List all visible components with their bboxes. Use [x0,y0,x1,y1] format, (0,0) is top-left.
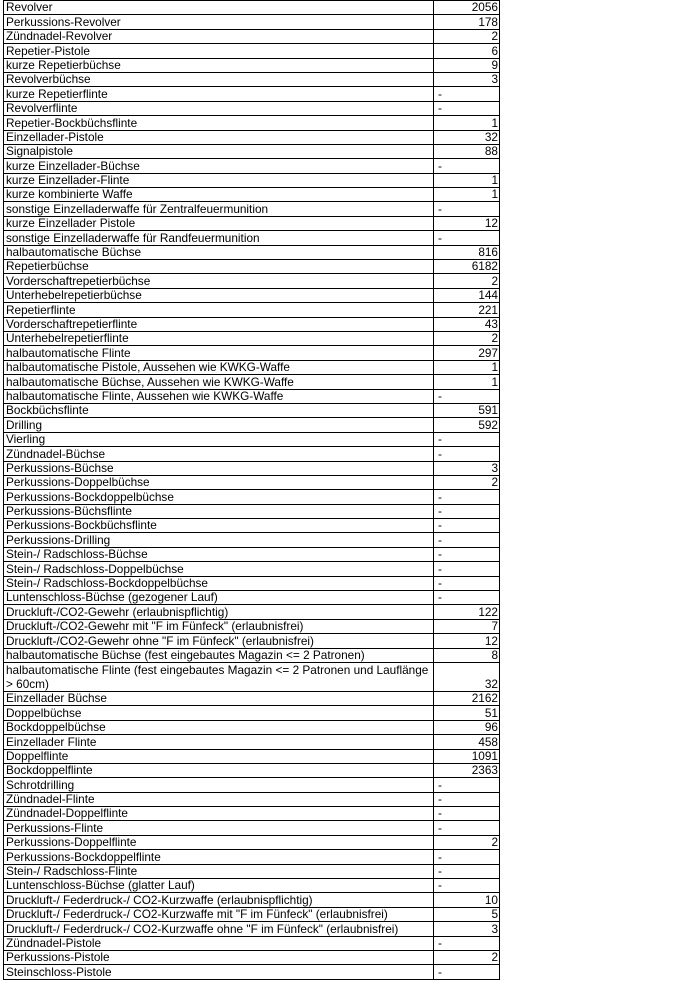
table-row [4,763,500,777]
weapon-type-cell: halbautomatische Flinte [4,346,434,360]
count-cell: - [434,533,500,547]
table-row [4,188,500,202]
weapon-type-cell: Perkussions-Büchse [4,461,434,475]
weapon-type-cell: kurze Repetierflinte [4,87,434,101]
count-cell: 9 [434,58,500,72]
weapon-type-cell: Bockdoppelflinte [4,763,434,777]
count-cell: - [434,576,500,590]
count-cell: 3 [434,922,500,936]
weapon-type-cell: Doppelflinte [4,749,434,763]
table-row [4,735,500,749]
table-row [4,130,500,144]
table-row [4,533,500,547]
weapon-type-cell: Zündnadel-Büchse [4,447,434,461]
weapon-type-cell: Einzellader Flinte [4,735,434,749]
table-row [4,778,500,792]
count-cell: 7 [434,619,500,633]
weapon-type-cell: sonstige Einzelladerwaffe für Zentralfeuermunition [4,202,434,216]
weapon-type-cell: Repetierflinte [4,303,434,317]
table-row [4,144,500,158]
weapon-type-cell: Unterhebelrepetierflinte [4,331,434,345]
count-cell: 1 [434,173,500,187]
weapon-type-cell: Vierling [4,432,434,446]
table-row [4,951,500,965]
count-cell: - [434,821,500,835]
weapon-type-cell: Zündnadel-Pistole [4,936,434,950]
table-row [4,547,500,561]
weapon-type-cell: halbautomatische Flinte, Aussehen wie KWKG-Waffe [4,389,434,403]
table-row [4,634,500,648]
weapon-type-cell: Perkussions-Revolver [4,15,434,29]
count-cell: 51 [434,706,500,720]
table-row [4,922,500,936]
table-row [4,116,500,130]
table-row [4,662,500,691]
table-row [4,936,500,950]
table-row [4,418,500,432]
count-cell: 1 [434,375,500,389]
weapon-type-cell: Druckluft-/CO2-Gewehr (erlaubnispflichtig) [4,605,434,619]
table-row [4,807,500,821]
table-row [4,605,500,619]
table-row [4,490,500,504]
count-cell: - [434,864,500,878]
table-row [4,619,500,633]
table-row [4,461,500,475]
weapon-type-cell: Einzellader Büchse [4,691,434,705]
count-cell: - [434,562,500,576]
count-cell: 6182 [434,260,500,274]
count-cell: 2162 [434,691,500,705]
weapon-type-cell: kurze Repetierbüchse [4,58,434,72]
table-row [4,72,500,86]
weapon-type-cell: Perkussions-Bockdoppelflinte [4,850,434,864]
count-cell: - [434,965,500,979]
table-row [4,58,500,72]
count-cell: 2 [434,29,500,43]
count-cell: 178 [434,15,500,29]
count-cell: - [434,519,500,533]
count-cell: 5 [434,907,500,921]
weapon-type-cell: Perkussions-Pistole [4,951,434,965]
count-cell: 2 [434,951,500,965]
weapon-type-cell: halbautomatische Büchse (fest eingebautes Magazin <= 2 Patronen) [4,648,434,662]
weapon-type-cell: Einzellader-Pistole [4,130,434,144]
weapon-type-cell: Luntenschloss-Büchse (gezogener Lauf) [4,591,434,605]
table-row [4,303,500,317]
weapon-type-cell: Luntenschloss-Büchse (glatter Lauf) [4,879,434,893]
table-row [4,87,500,101]
weapon-type-cell: Stein-/ Radschloss-Doppelbüchse [4,562,434,576]
table-row [4,245,500,259]
count-cell: 12 [434,634,500,648]
weapon-type-cell: Stein-/ Radschloss-Bockdoppelbüchse [4,576,434,590]
count-cell: 2363 [434,763,500,777]
weapon-type-cell: Revolverbüchse [4,72,434,86]
count-cell: - [434,850,500,864]
table-row [4,706,500,720]
weapon-type-cell: Drilling [4,418,434,432]
table-row [4,835,500,849]
weapon-type-cell: Zündnadel-Flinte [4,792,434,806]
weapon-type-cell: Stein-/ Radschloss-Büchse [4,547,434,561]
weapon-type-cell: Druckluft-/CO2-Gewehr ohne "F im Fünfeck" (erlaubnisfrei) [4,634,434,648]
weapon-type-cell: Druckluft-/ Federdruck-/ CO2-Kurzwaffe ohne "F im Fünfeck" (erlaubnisfrei) [4,922,434,936]
count-cell: 96 [434,720,500,734]
table-row [4,792,500,806]
count-cell: 221 [434,303,500,317]
table-row [4,893,500,907]
weapon-type-cell: halbautomatische Pistole, Aussehen wie KWKG-Waffe [4,360,434,374]
weapon-type-cell: Schrotdrilling [4,778,434,792]
table-row [4,389,500,403]
count-cell: - [434,807,500,821]
table-row [4,317,500,331]
count-cell: 3 [434,72,500,86]
table-row [4,432,500,446]
weapon-type-cell: Zündnadel-Revolver [4,29,434,43]
weapon-type-cell: Druckluft-/CO2-Gewehr mit "F im Fünfeck" (erlaubnisfrei) [4,619,434,633]
weapon-type-cell: Repetier-Pistole [4,44,434,58]
table-row [4,375,500,389]
count-cell: 88 [434,144,500,158]
table-row [4,504,500,518]
weapon-type-cell: Perkussions-Drilling [4,533,434,547]
table-row [4,749,500,763]
count-cell: - [434,159,500,173]
count-cell: 2 [434,274,500,288]
table-row [4,850,500,864]
table-row [4,821,500,835]
weapon-type-cell: Perkussions-Bockbüchsflinte [4,519,434,533]
table-row [4,562,500,576]
count-cell: - [434,936,500,950]
count-cell: 2 [434,475,500,489]
table-row [4,15,500,29]
table-row [4,346,500,360]
count-cell: 297 [434,346,500,360]
weapon-type-cell: halbautomatische Büchse [4,245,434,259]
count-cell: - [434,778,500,792]
count-cell: 12 [434,216,500,230]
weapon-type-cell: sonstige Einzelladerwaffe für Randfeuermunition [4,231,434,245]
weapon-type-cell: Vorderschaftrepetierflinte [4,317,434,331]
weapon-type-cell: Revolverflinte [4,101,434,115]
count-cell: - [434,432,500,446]
count-cell: 591 [434,403,500,417]
weapon-type-cell: Druckluft-/ Federdruck-/ CO2-Kurzwaffe (erlaubnispflichtig) [4,893,434,907]
weapon-type-cell: kurze Einzellader-Büchse [4,159,434,173]
count-cell: 8 [434,648,500,662]
weapon-type-cell: Doppelbüchse [4,706,434,720]
count-cell: 458 [434,735,500,749]
weapon-type-cell: Bockdoppelbüchse [4,720,434,734]
count-cell: 1 [434,360,500,374]
weapon-type-cell: Perkussions-Doppelflinte [4,835,434,849]
count-cell: - [434,490,500,504]
weapon-type-cell: Revolver [4,1,434,15]
count-cell: 592 [434,418,500,432]
count-cell: - [434,447,500,461]
weapon-type-cell: halbautomatische Flinte (fest eingebautes Magazin <= 2 Patronen und Lauflänge > 60cm) [4,662,434,691]
weapon-type-cell: Unterhebelrepetierbüchse [4,288,434,302]
weapon-type-cell: Repetier-Bockbüchsflinte [4,116,434,130]
count-cell: 32 [434,662,500,691]
table-row [4,519,500,533]
weapon-type-cell: Stein-/ Radschloss-Flinte [4,864,434,878]
table-row [4,159,500,173]
table-row [4,475,500,489]
count-cell: 43 [434,317,500,331]
count-cell: - [434,591,500,605]
count-cell: - [434,792,500,806]
weapon-type-cell: Perkussions-Bockdoppelbüchse [4,490,434,504]
weapon-type-cell: kurze Einzellader Pistole [4,216,434,230]
count-cell: 144 [434,288,500,302]
count-cell: 6 [434,44,500,58]
count-cell: 816 [434,245,500,259]
count-cell: - [434,504,500,518]
count-cell: 1091 [434,749,500,763]
table-row [4,403,500,417]
weapon-type-cell: Perkussions-Büchsflinte [4,504,434,518]
table-row [4,864,500,878]
table-row [4,231,500,245]
count-cell: 32 [434,130,500,144]
table-row [4,1,500,15]
table-row [4,288,500,302]
table-row [4,576,500,590]
table-row [4,29,500,43]
table-row [4,907,500,921]
weapon-type-cell: halbautomatische Büchse, Aussehen wie KWKG-Waffe [4,375,434,389]
weapon-type-cell: Repetierbüchse [4,260,434,274]
table-row [4,331,500,345]
count-cell: - [434,879,500,893]
weapon-count-table [3,0,500,980]
table-row [4,965,500,979]
table-row [4,648,500,662]
count-cell: 122 [434,605,500,619]
weapon-type-cell: Druckluft-/ Federdruck-/ CO2-Kurzwaffe mit "F im Fünfeck" (erlaubnisfrei) [4,907,434,921]
count-cell: - [434,547,500,561]
weapon-type-cell: Perkussions-Flinte [4,821,434,835]
count-cell: - [434,87,500,101]
count-cell: - [434,202,500,216]
weapon-type-cell: kurze kombinierte Waffe [4,188,434,202]
weapon-type-cell: Steinschloss-Pistole [4,965,434,979]
table-row [4,173,500,187]
weapon-type-cell: Bockbüchsflinte [4,403,434,417]
table-row [4,260,500,274]
table-row [4,274,500,288]
weapon-type-cell: Signalpistole [4,144,434,158]
weapon-type-cell: Perkussions-Doppelbüchse [4,475,434,489]
table-row [4,447,500,461]
count-cell: 2 [434,835,500,849]
table-row [4,720,500,734]
count-cell: - [434,231,500,245]
table-row [4,101,500,115]
count-cell: 10 [434,893,500,907]
table-row [4,691,500,705]
weapon-type-cell: Zündnadel-Doppelflinte [4,807,434,821]
weapon-type-cell: kurze Einzellader-Flinte [4,173,434,187]
count-cell: 2056 [434,1,500,15]
table-row [4,879,500,893]
table-row [4,360,500,374]
count-cell: 1 [434,116,500,130]
table-row [4,44,500,58]
table-row [4,216,500,230]
count-cell: - [434,389,500,403]
count-cell: 1 [434,188,500,202]
table-body [4,1,500,980]
table-row [4,591,500,605]
weapon-type-cell: Vorderschaftrepetierbüchse [4,274,434,288]
table-row [4,202,500,216]
count-cell: 3 [434,461,500,475]
count-cell: 2 [434,331,500,345]
count-cell: - [434,101,500,115]
